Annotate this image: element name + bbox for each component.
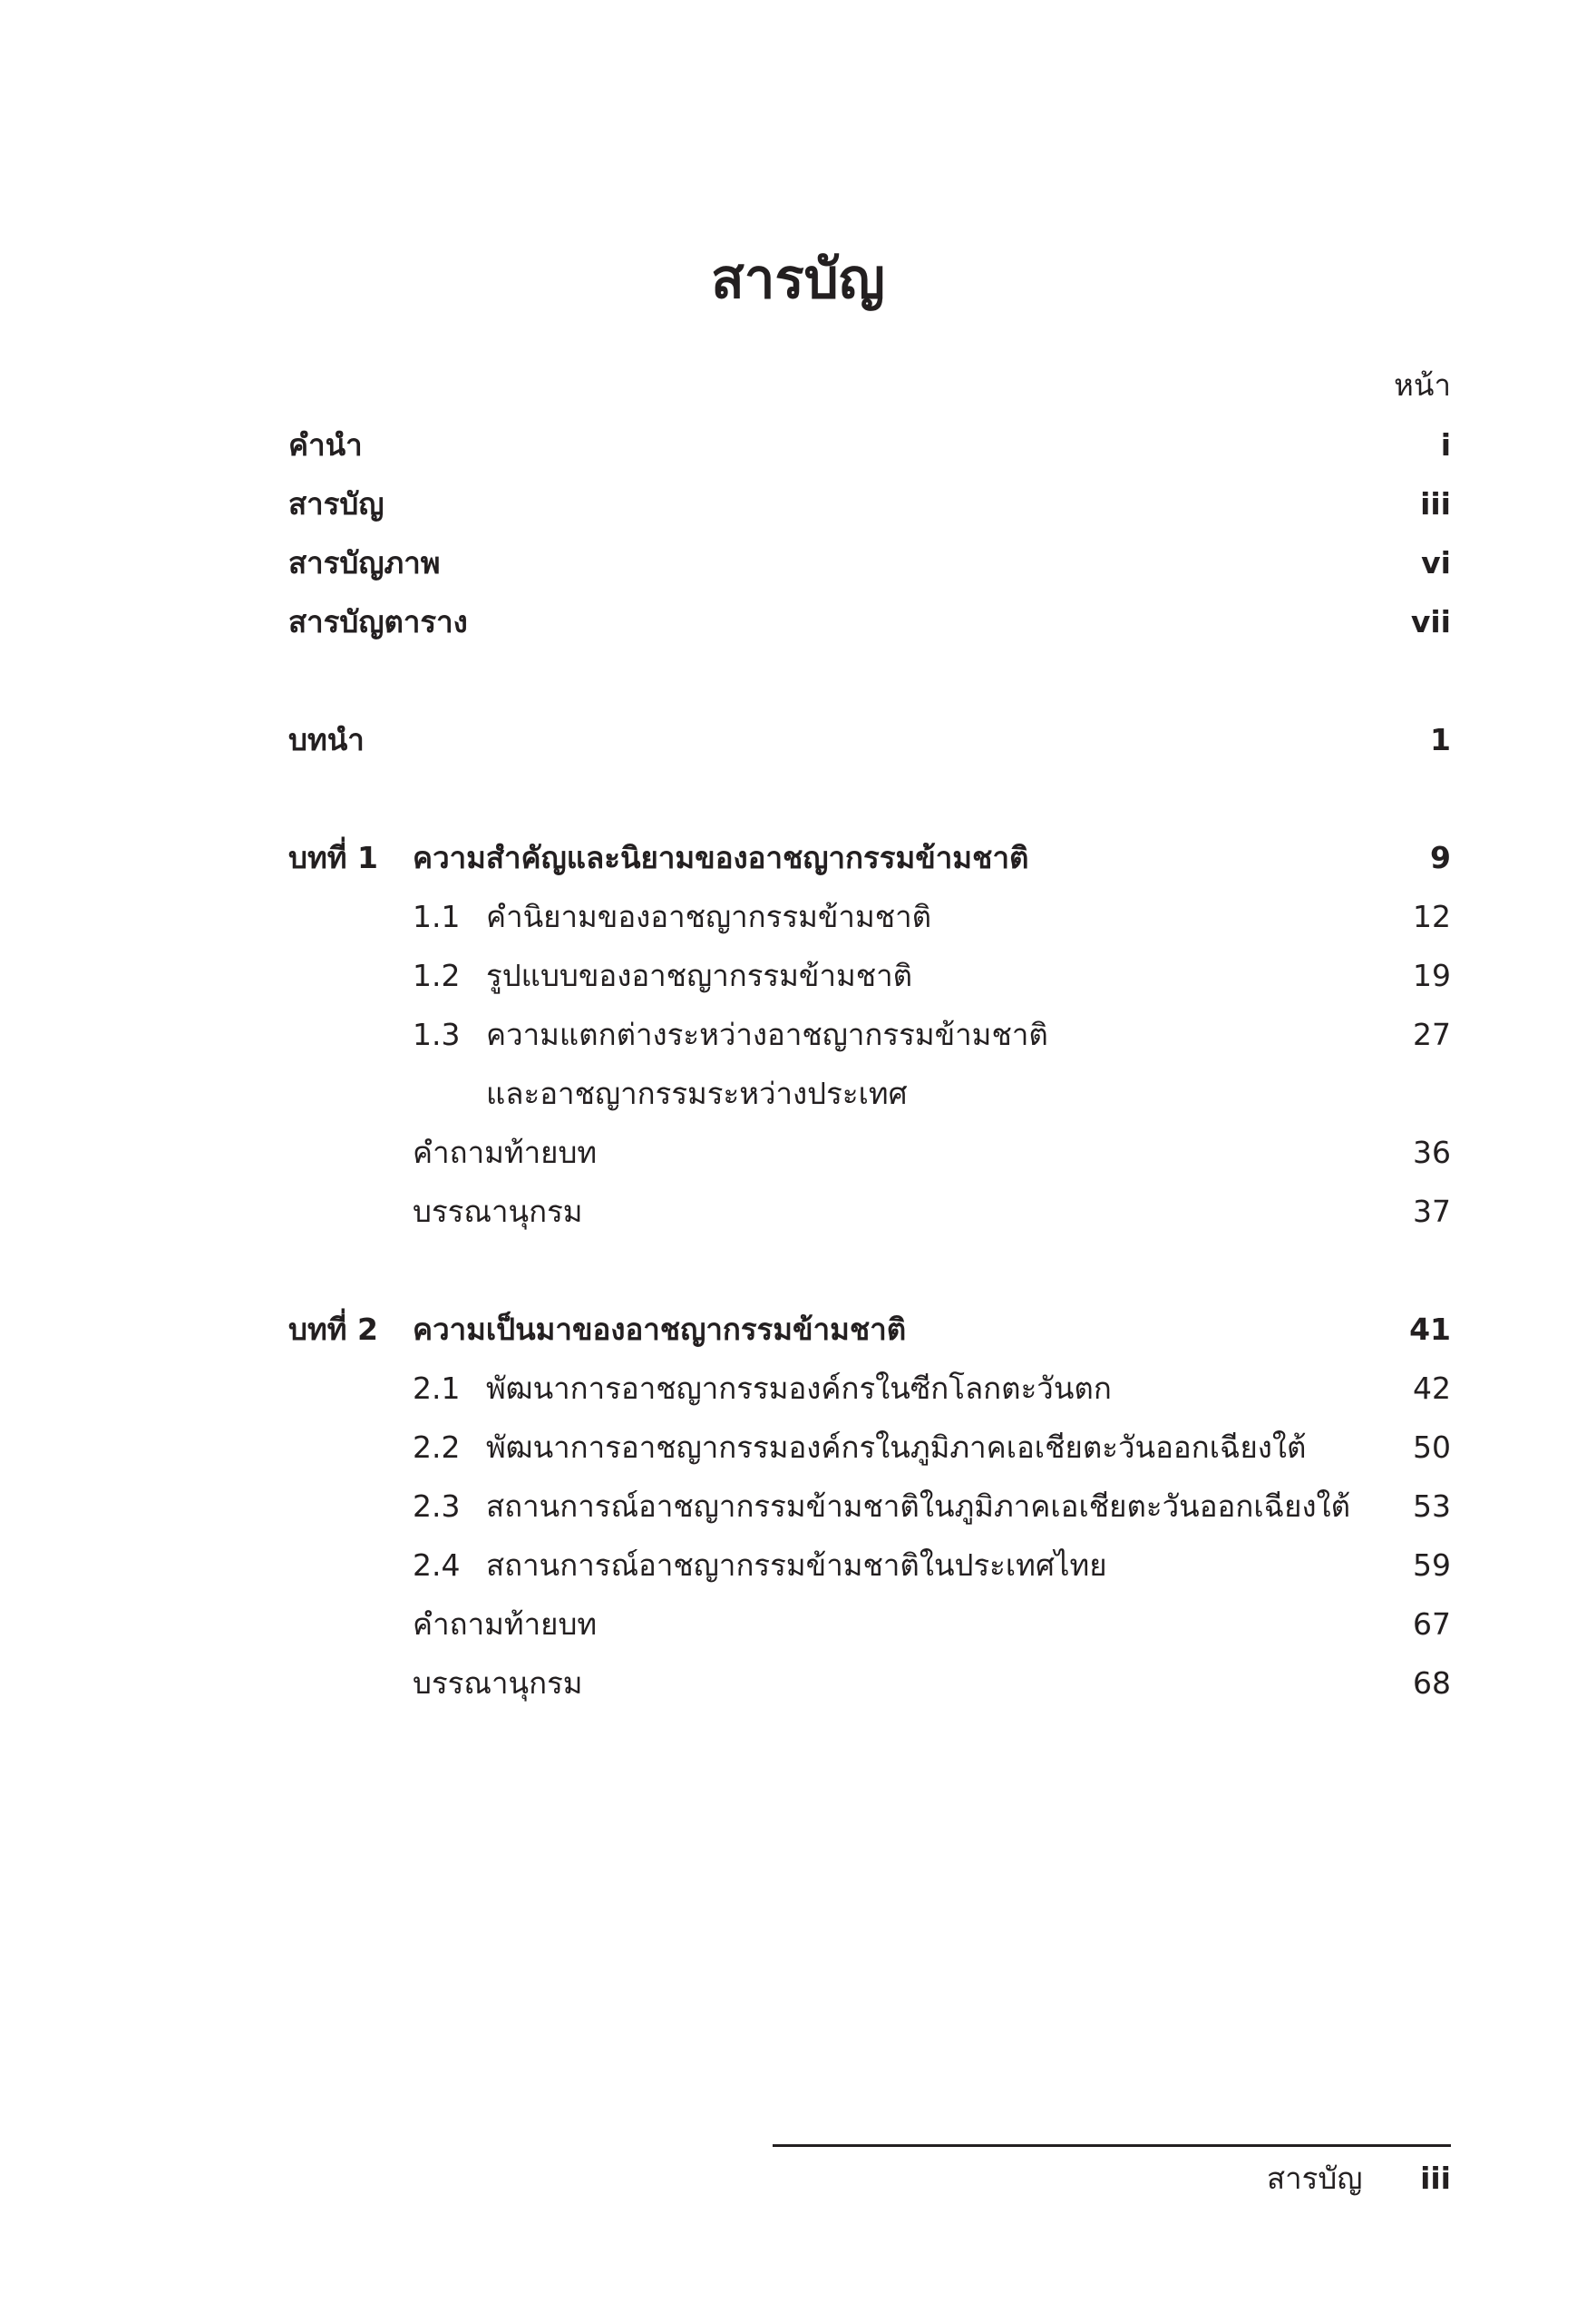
toc-chapter-1[interactable] (288, 828, 1451, 888)
section-title: รูปแบบของอาชญากรรมข้ามชาติ (486, 958, 913, 993)
chapter-title: ความสำคัญและนิยามของอาชญากรรมข้ามชาติ (413, 840, 1029, 875)
toc-entry-label: คำถามท้ายบท (413, 1606, 598, 1642)
section-title: พัฒนาการอาชญากรรมองค์กรในซีกโลกตะวันตก (486, 1371, 1112, 1406)
toc-entry-page: 68 (1413, 1665, 1451, 1701)
toc-bibliography-1[interactable] (288, 1182, 1451, 1242)
toc-entry-page: 36 (1413, 1135, 1451, 1170)
footer-section-title: สารบัญ (1267, 2161, 1363, 2196)
toc-entry-page: vii (1410, 604, 1451, 639)
toc-section-1-3-cont[interactable] (288, 1064, 1451, 1124)
toc-section-1-2[interactable] (288, 946, 1451, 1006)
toc-entry-page: 9 (1430, 840, 1451, 875)
toc-section-1-1[interactable] (288, 887, 1451, 947)
footer-page-number: iii (1420, 2161, 1451, 2196)
toc-entry-page: 53 (1413, 1488, 1451, 1524)
toc-entry[interactable] (288, 592, 1451, 652)
toc-entry-label: สารบัญ (288, 486, 384, 522)
toc-entry-page: 19 (1413, 958, 1451, 993)
toc-section-2-4[interactable] (288, 1536, 1451, 1595)
toc-entry-page: 41 (1409, 1312, 1451, 1347)
section-number: 1.3 (413, 1017, 461, 1052)
section-number: 2.1 (413, 1371, 461, 1406)
section-title: คำนิยามของอาชญากรรมข้ามชาติ (486, 899, 932, 934)
toc-section-2-1[interactable] (288, 1359, 1451, 1419)
section-number: 2.3 (413, 1488, 461, 1524)
toc-entry-page: 1 (1430, 722, 1451, 757)
toc-entry-label: คำถามท้ายบท (413, 1135, 598, 1170)
section-number: 1.1 (413, 899, 461, 934)
toc-entry-page: vi (1421, 545, 1451, 580)
toc-section-2-2[interactable] (288, 1418, 1451, 1478)
footer-rule (773, 2144, 1451, 2147)
section-title: สถานการณ์อาชญากรรมข้ามชาติในประเทศไทย (486, 1547, 1107, 1583)
toc-entry-page: 42 (1413, 1371, 1451, 1406)
page-title: สารบัญ (711, 248, 885, 311)
section-number: 2.2 (413, 1429, 461, 1465)
section-number: 1.2 (413, 958, 461, 993)
toc-entry-page: i (1440, 427, 1451, 463)
toc-entry-page: 50 (1413, 1429, 1451, 1465)
toc-section-1-3[interactable] (288, 1005, 1451, 1065)
toc-entry[interactable] (288, 415, 1451, 475)
toc-bibliography-2[interactable] (288, 1654, 1451, 1713)
toc-chapter-2[interactable] (288, 1300, 1451, 1360)
chapter-title: ความเป็นมาของอาชญากรรมข้ามชาติ (413, 1312, 907, 1347)
toc-questions-2[interactable] (288, 1595, 1451, 1654)
toc-entry-label: สารบัญตาราง (288, 604, 468, 639)
toc-questions-1[interactable] (288, 1123, 1451, 1183)
toc-entry-intro[interactable] (288, 710, 1451, 770)
page-column-header: หน้า (1394, 367, 1451, 403)
toc-section-2-3[interactable] (288, 1477, 1451, 1537)
toc-entry[interactable] (288, 474, 1451, 534)
toc-entry-page: 67 (1413, 1606, 1451, 1642)
toc-entry-page: 12 (1413, 899, 1451, 934)
chapter-number: บทที่ 2 (288, 1312, 378, 1347)
toc-entry[interactable] (288, 533, 1451, 593)
toc-entry-label: บรรณานุกรม (413, 1194, 583, 1229)
toc-entry-page: 27 (1413, 1017, 1451, 1052)
section-title: สถานการณ์อาชญากรรมข้ามชาติในภูมิภาคเอเชียตะวันออกเฉียงใต้ (486, 1488, 1351, 1524)
toc-entry-label: บทนำ (288, 722, 365, 757)
chapter-number: บทที่ 1 (288, 840, 378, 875)
section-title: พัฒนาการอาชญากรรมองค์กรในภูมิภาคเอเชียตะวันออกเฉียงใต้ (486, 1429, 1307, 1465)
toc-entry-label: สารบัญภาพ (288, 545, 441, 580)
toc-entry-label: บรรณานุกรม (413, 1665, 583, 1701)
toc-entry-page: iii (1420, 486, 1451, 522)
section-title: ความแตกต่างระหว่างอาชญากรรมข้ามชาติ (486, 1017, 1048, 1052)
section-title-continued: และอาชญากรรมระหว่างประเทศ (486, 1076, 908, 1111)
section-number: 2.4 (413, 1547, 461, 1583)
toc-entry-page: 37 (1413, 1194, 1451, 1229)
toc-entry-label: คำนำ (288, 427, 363, 463)
toc-entry-page: 59 (1413, 1547, 1451, 1583)
